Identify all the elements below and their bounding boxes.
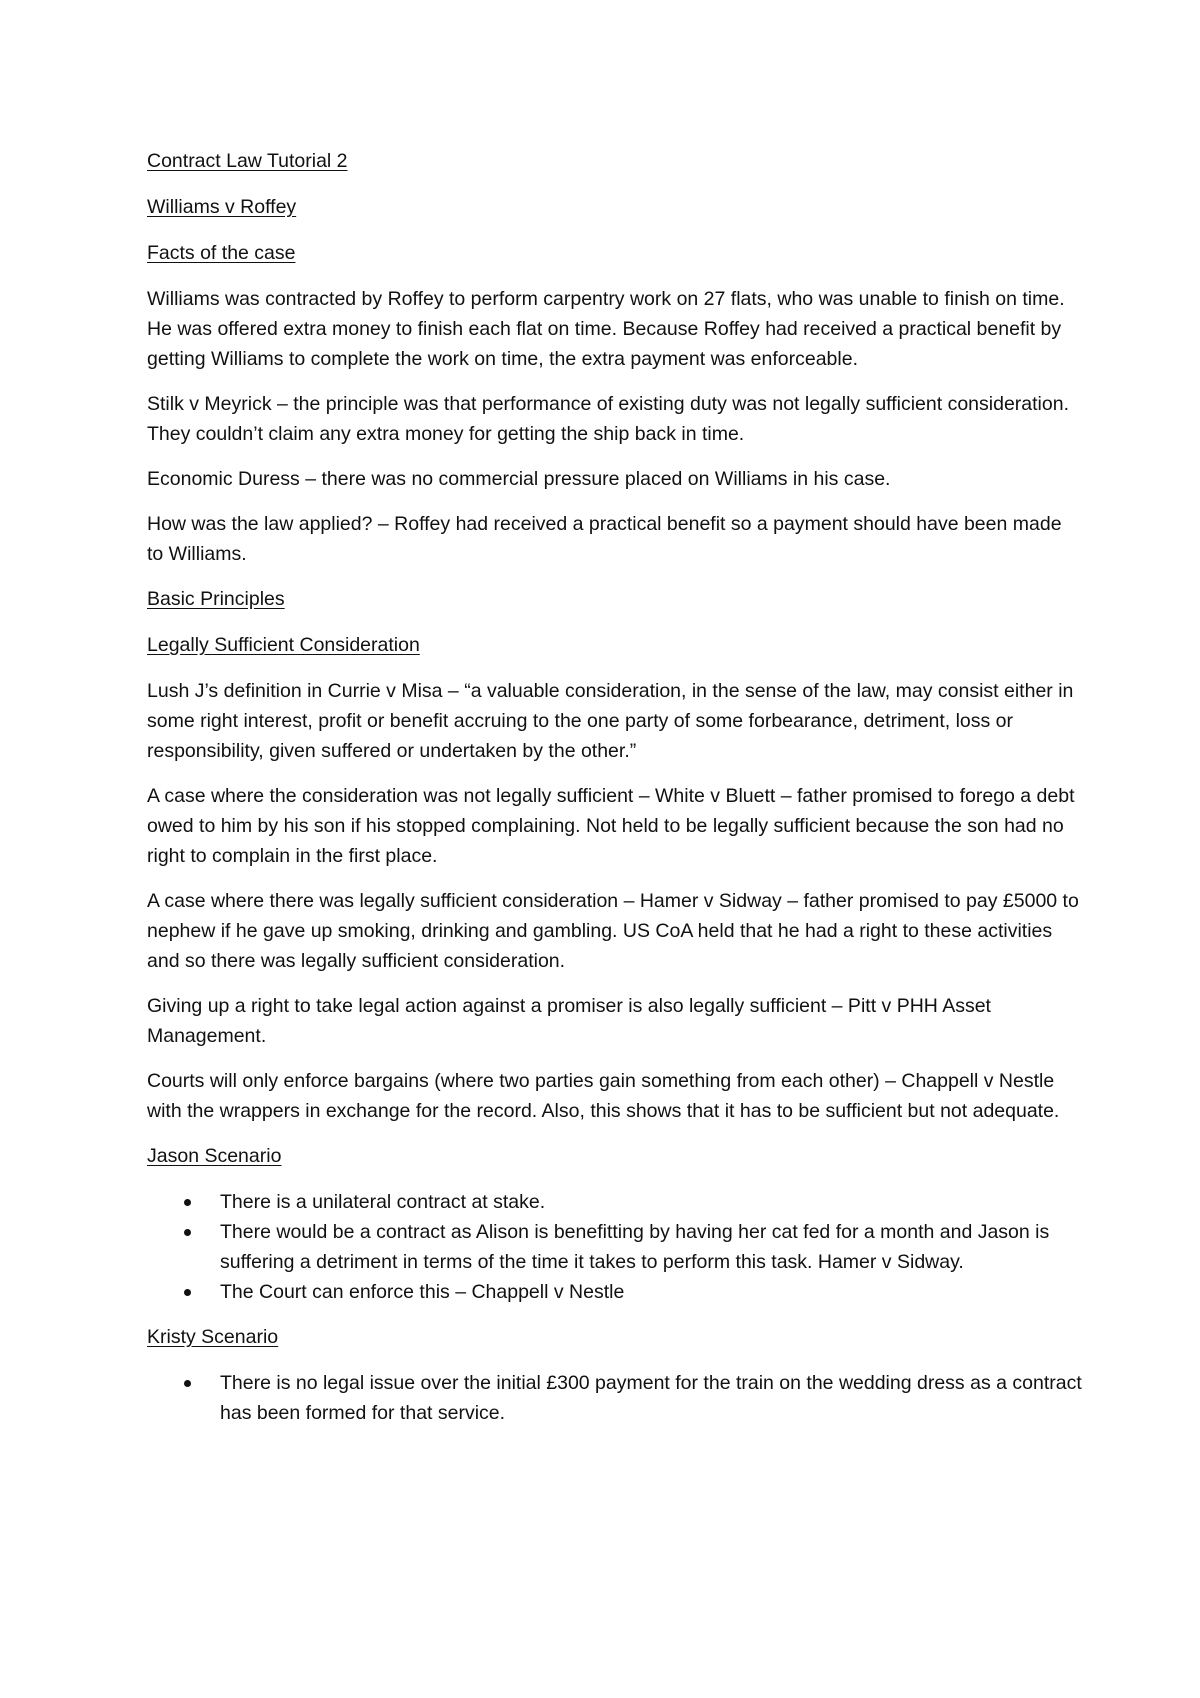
jason-scenario-heading: Jason Scenario xyxy=(147,1145,282,1167)
paragraph-stilk: Stilk v Meyrick – the principle was that performance of existing duty was not legally sufficient consideration. They couldn’t claim any extra money for getting the ship back in time. xyxy=(147,393,1069,445)
kristy-bullet-list xyxy=(147,1368,1082,1428)
paragraph-hamer-sidway: A case where there was legally sufficient consideration – Hamer v Sidway – father promised to pay £5000 to nephew if he gave up smoking, drinking and gambling. US CoA held that he had a right to these activities and so there was legally sufficient consideration. xyxy=(147,890,1079,972)
bullet-icon xyxy=(184,1229,191,1236)
list-item xyxy=(147,1368,1082,1428)
document-title: Contract Law Tutorial 2 xyxy=(147,150,348,172)
bullet-icon xyxy=(184,1199,191,1206)
list-item xyxy=(147,1217,1082,1277)
paragraph-pitt-phh: Giving up a right to take legal action against a promiser is also legally sufficient – Pitt v PHH Asset Management. xyxy=(147,995,991,1047)
list-item xyxy=(147,1187,1082,1217)
document-body xyxy=(147,146,1082,1443)
paragraph-chappell-nestle: Courts will only enforce bargains (where two parties gain something from each other) – Chappell v Nestle with the wrappers in exchange for the record. Also, this shows that it has to be sufficient but not adequate. xyxy=(147,1070,1060,1122)
basic-principles-heading: Basic Principles xyxy=(147,588,285,610)
kristy-scenario-heading: Kristy Scenario xyxy=(147,1326,279,1348)
paragraph-duress: Economic Duress – there was no commercial pressure placed on Williams in his case. xyxy=(147,468,891,490)
case-heading: Williams v Roffey xyxy=(147,196,297,218)
bullet-icon xyxy=(184,1380,191,1387)
jason-bullet-list xyxy=(147,1187,1082,1307)
paragraph-law-applied: How was the law applied? – Roffey had received a practical benefit so a payment should have been made to Williams. xyxy=(147,513,1062,565)
facts-heading: Facts of the case xyxy=(147,242,296,264)
legally-sufficient-heading: Legally Sufficient Consideration xyxy=(147,634,420,656)
list-item-text: There is no legal issue over the initial £300 payment for the train on the wedding dress as a contract has been formed for that service. xyxy=(220,1372,1082,1424)
list-item-text: There would be a contract as Alison is benefitting by having her cat fed for a month and Jason is suffering a detriment in terms of the time it takes to perform this task. Hamer v Sidway. xyxy=(220,1221,1050,1273)
list-item xyxy=(147,1277,1082,1307)
paragraph-facts: Williams was contracted by Roffey to perform carpentry work on 27 flats, who was unable to finish on time. He was offered extra money to finish each flat on time. Because Roffey had received a practical benefit by getting Williams to complete the work on time, the extra payment was enforceable. xyxy=(147,288,1065,370)
paragraph-white-bluett: A case where the consideration was not legally sufficient – White v Bluett – father promised to forego a debt owed to him by his son if his stopped complaining. Not held to be legally sufficient because the son had no right to complain in the first place. xyxy=(147,785,1075,867)
paragraph-currie-misa: Lush J’s definition in Currie v Misa – “a valuable consideration, in the sense of the law, may consist either in some right interest, profit or benefit accruing to the one party of some forbearance, detriment, loss or responsibility, given suffered or undertaken by the other.” xyxy=(147,680,1074,762)
list-item-text: The Court can enforce this – Chappell v Nestle xyxy=(220,1281,625,1303)
bullet-icon xyxy=(184,1289,191,1296)
list-item-text: There is a unilateral contract at stake. xyxy=(220,1191,546,1213)
